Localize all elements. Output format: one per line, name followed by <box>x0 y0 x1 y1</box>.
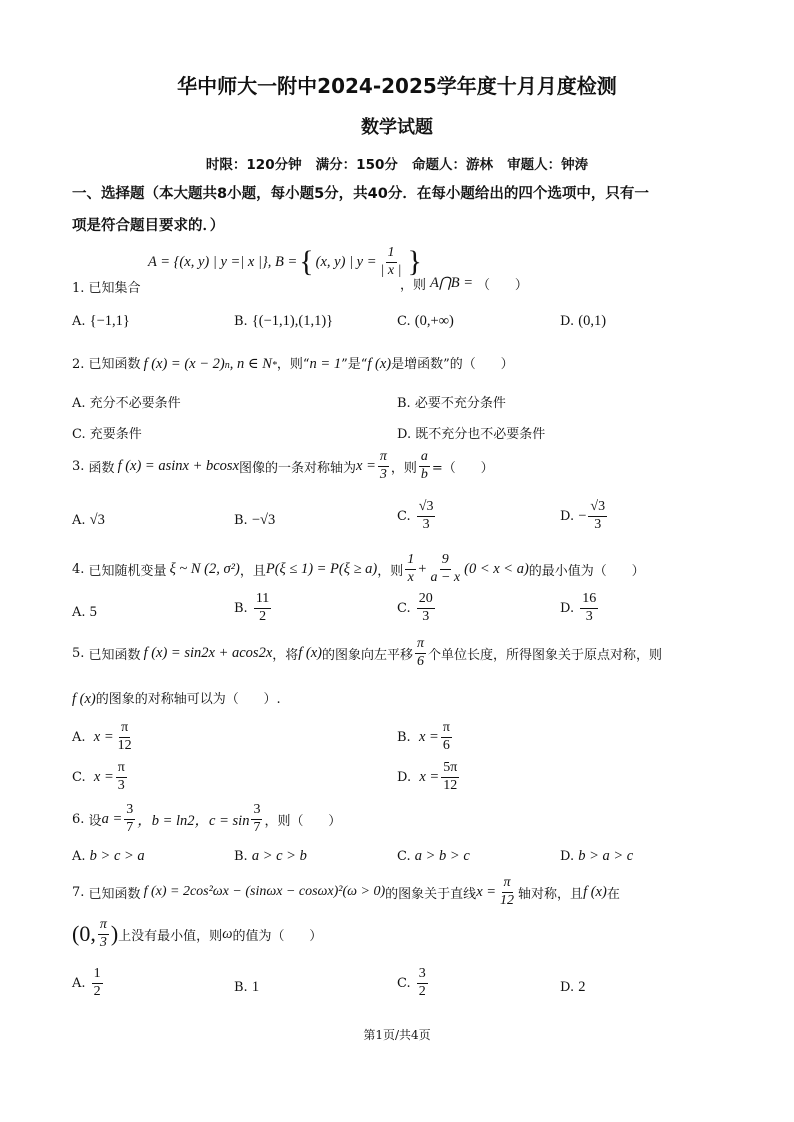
frac-den: 3 <box>422 608 430 624</box>
q5-math-1: f (x) = sin2x + acos2x <box>143 644 273 661</box>
q2-stem <box>72 353 514 373</box>
q6-stem <box>72 803 341 835</box>
q2-math-3: n = 1 <box>309 356 342 372</box>
q6-option-b[interactable] <box>234 848 307 865</box>
option-lhs: x = <box>93 728 114 745</box>
q4-stem-2: ，且 <box>239 563 266 579</box>
q1-frac-den: | x | <box>380 262 402 278</box>
q6-fraction-c <box>251 803 262 835</box>
page-number: 第1页/共4页 <box>363 1028 431 1042</box>
option-label: A. <box>72 975 86 991</box>
q7-stem-3: 轴对称，且 <box>518 886 584 902</box>
q6-stem-2: ，则（ ） <box>264 813 342 829</box>
option-fraction <box>116 761 127 793</box>
frac-den: 12 <box>500 892 515 908</box>
option-label: C. <box>397 975 411 991</box>
q7-fraction-pi-3 <box>98 918 109 950</box>
frac-den: 2 <box>418 983 426 999</box>
q1-stem-prefix: 已知集合 <box>88 281 141 296</box>
option-text: 充要条件 <box>89 427 142 442</box>
q7-option-d[interactable] <box>560 979 585 996</box>
q5-option-a[interactable] <box>72 721 136 753</box>
option-label: C. <box>397 508 411 524</box>
option-fraction <box>417 967 428 999</box>
q1-answer-paren: （ ） <box>477 278 528 293</box>
q1-option-c[interactable] <box>397 313 454 330</box>
q1-brace-right: } <box>407 245 422 279</box>
option-label: A. <box>72 729 86 745</box>
frac-den: 7 <box>126 819 134 835</box>
option-label: D. <box>397 769 412 785</box>
q1-frac-num: 1 <box>386 246 397 263</box>
option-fraction <box>417 500 436 532</box>
option-fraction <box>441 721 452 753</box>
frac-num: √3 <box>417 500 436 517</box>
q6-math-1: a = <box>101 810 123 827</box>
q2-sup-1: n <box>224 360 230 371</box>
option-label: D. <box>560 600 575 616</box>
q7-line2-text2: 的值为（ ） <box>232 928 323 944</box>
q4-option-b[interactable] <box>234 592 273 624</box>
option-fraction <box>417 592 435 624</box>
option-text: (0,1) <box>578 313 607 329</box>
frac-den: 3 <box>422 516 430 532</box>
q6-stem-1: 设 <box>88 813 102 829</box>
q7-fraction-pi-12 <box>498 876 516 908</box>
option-label: C. <box>72 427 86 442</box>
q4-option-d[interactable] <box>560 592 600 624</box>
q5-stem-3: 的图象向左平移 <box>322 647 414 663</box>
option-label: B. <box>234 849 248 864</box>
q1-stem <box>72 277 141 296</box>
option-text: {(−1,1),(1,1)} <box>251 313 334 329</box>
q6-math-2: ，b = ln2，c = sin <box>137 812 250 829</box>
option-label: D. <box>560 314 575 329</box>
q5-stem-4: 个单位长度，所得图象关于原点对称，则 <box>428 647 663 663</box>
q7-math-2: x = <box>476 883 497 900</box>
q2-stem-4: 是增函数”的（ ） <box>391 357 514 372</box>
option-text: 既不充分也不必要条件 <box>415 427 546 442</box>
option-label: A. <box>72 396 86 411</box>
q3-fraction-a-b <box>419 450 430 482</box>
q1-set-b: (x, y) | y = <box>315 253 377 270</box>
q2-option-c[interactable] <box>72 423 142 442</box>
frac-den: 3 <box>585 608 593 624</box>
q7-number: 7. <box>72 884 85 900</box>
section-heading-line1: 一、选择题（本大题共8小题，每小题5分，共40分．在每小题给出的四个选项中，只有一 <box>72 186 649 202</box>
q3-stem-4: =（ ） <box>431 460 494 476</box>
option-text: 1 <box>251 979 260 995</box>
q2-math-4: f (x) <box>367 356 392 372</box>
exam-title: 华中师大一附中2024-2025学年度十月月度检测 <box>177 74 617 98</box>
q1-stem-tail <box>400 274 528 293</box>
option-label: C. <box>397 600 411 616</box>
q3-number: 3. <box>72 458 85 474</box>
option-label: A. <box>72 605 86 620</box>
frac-num: 3 <box>124 803 135 820</box>
q1-brace-left: { <box>299 245 314 279</box>
option-label: D. <box>560 508 575 524</box>
option-text: a > b > c <box>414 848 470 864</box>
frac-num: 16 <box>580 592 598 609</box>
frac-num: π <box>441 721 452 738</box>
frac-den: 2 <box>93 983 101 999</box>
q7-stem-1: 已知函数 <box>88 886 141 902</box>
q3-stem-2: 图像的一条对称轴为 <box>239 460 357 476</box>
q3-stem <box>72 450 494 482</box>
q4-fraction-1-x <box>405 553 416 585</box>
option-text: a > c > b <box>251 848 307 864</box>
q3-fraction-pi-3 <box>378 450 389 482</box>
frac-num: a <box>419 450 430 467</box>
q3-stem-1: 函数 <box>88 460 115 476</box>
q2-stem-1: 已知函数 <box>88 357 141 372</box>
q7-interval-close: ) <box>110 921 119 947</box>
q7-option-b[interactable] <box>234 979 259 996</box>
q3-math-1: f (x) = asinx + bcosx <box>117 457 239 474</box>
option-label: D. <box>397 427 412 442</box>
frac-den: b <box>420 466 428 482</box>
q6-option-d[interactable] <box>560 848 633 865</box>
frac-den: x <box>407 569 414 585</box>
frac-num: π <box>378 450 389 467</box>
q4-math-1: ξ ~ N (2, σ²) <box>169 560 240 577</box>
q7-math-3: f (x) <box>583 883 607 900</box>
q1-option-d[interactable] <box>560 313 606 330</box>
q1-stem-suffix: ，则 <box>400 278 427 293</box>
q7-option-c[interactable] <box>397 967 430 999</box>
q4-fraction-9-ax <box>428 553 462 585</box>
frac-num: 1 <box>92 967 103 984</box>
section-heading-line2: 项是符合题目要求的．） <box>72 218 225 234</box>
option-label: C. <box>397 314 411 329</box>
option-label: B. <box>234 513 248 528</box>
q6-option-c[interactable] <box>397 848 470 865</box>
frac-den: 6 <box>442 737 450 753</box>
q5-number: 5. <box>72 645 85 661</box>
frac-den: 2 <box>259 608 267 624</box>
q5-option-c[interactable] <box>72 761 129 793</box>
option-fraction <box>254 592 271 624</box>
q4-number: 4. <box>72 561 85 577</box>
frac-num: π <box>415 637 426 654</box>
frac-den: 3 <box>379 466 387 482</box>
q2-stem-3: ”是“ <box>341 357 368 372</box>
option-label: D. <box>560 980 575 995</box>
frac-num: 3 <box>417 967 428 984</box>
q4-math-2: P(ξ ≤ 1) = P(ξ ≥ a) <box>265 560 378 577</box>
frac-num: π <box>119 721 130 738</box>
q3-option-a[interactable] <box>72 512 105 529</box>
q2-sup-2: * <box>271 360 277 371</box>
option-lhs: x = <box>93 768 114 785</box>
q5-stem-1: 已知函数 <box>88 647 141 663</box>
option-label: B. <box>234 980 248 995</box>
q4-stem-4: 的最小值为（ ） <box>528 563 645 579</box>
option-text: √3 <box>89 512 105 528</box>
option-label: D. <box>560 849 575 864</box>
option-text: 2 <box>578 979 586 995</box>
frac-den: a − x <box>430 569 461 585</box>
q1-set-definition <box>148 246 424 278</box>
q1-option-a[interactable] <box>72 313 130 330</box>
option-label: B. <box>397 396 411 411</box>
option-text: 充分不必要条件 <box>89 396 181 411</box>
q5-math-2: f (x) <box>298 644 323 661</box>
option-text: (0,+∞) <box>414 313 454 329</box>
q5-stem <box>72 637 662 669</box>
frac-num: 5π <box>441 761 459 778</box>
option-fraction <box>580 592 598 624</box>
frac-num: 20 <box>417 592 435 609</box>
option-fraction <box>116 721 134 753</box>
q1-set-a: A = {(x, y) | y =| x |}, B = <box>148 253 298 270</box>
option-text: b > c > a <box>89 848 145 864</box>
q4-stem <box>72 553 645 585</box>
q1-number: 1. <box>72 281 85 296</box>
q4-stem-1: 已知随机变量 <box>88 563 167 579</box>
q2-math-2: , n ∈ N <box>229 356 272 372</box>
q3-option-d[interactable] <box>560 500 609 532</box>
q6-fraction-a <box>124 803 135 835</box>
frac-den: 7 <box>253 819 261 835</box>
frac-num: π <box>116 761 127 778</box>
option-lhs: x = <box>418 728 439 745</box>
option-label: A. <box>72 314 86 329</box>
frac-den: 6 <box>417 653 425 669</box>
frac-num: π <box>98 918 109 935</box>
frac-den: 3 <box>99 934 107 950</box>
q4-option-a[interactable] <box>72 604 97 621</box>
q3-stem-3: ，则 <box>390 460 417 476</box>
q7-interval-open: (0, <box>72 921 96 947</box>
q3-option-b[interactable] <box>234 512 275 529</box>
q7-math-1: f (x) = 2cos²ωx − (sinωx − cosωx)²(ω > 0) <box>143 884 386 900</box>
q2-math-1: f (x) = (x − 2) <box>143 356 225 372</box>
q1-option-b[interactable] <box>234 313 333 330</box>
q5-stem-2: ，将 <box>272 647 299 663</box>
q2-number: 2. <box>72 357 85 372</box>
exam-meta: 时限：120分钟 满分：150分 命题人：游林 审题人：钟涛 <box>205 157 589 173</box>
option-label: C. <box>72 769 86 785</box>
frac-num: 9 <box>440 553 451 570</box>
frac-den: 12 <box>443 777 458 793</box>
frac-den: 12 <box>117 737 132 753</box>
frac-num: 3 <box>251 803 262 820</box>
q7-line2-text: 上没有最小值，则 <box>118 928 223 944</box>
q5-stem-line2 <box>72 688 281 708</box>
q4-math-3: (0 < x < a) <box>464 560 529 577</box>
q6-number: 6. <box>72 811 85 827</box>
option-text: {−1,1} <box>89 313 130 329</box>
q2-option-a[interactable] <box>72 392 181 411</box>
q2-option-b[interactable] <box>397 392 506 411</box>
q4-plus: + <box>418 560 427 577</box>
q4-stem-3: ，则 <box>377 563 404 579</box>
frac-den: 3 <box>594 516 602 532</box>
frac-num: 1 <box>405 553 416 570</box>
option-label: A. <box>72 849 86 864</box>
q7-line2-omega: ω <box>222 925 233 942</box>
q7-stem <box>72 876 620 908</box>
frac-num: √3 <box>588 500 607 517</box>
q5-option-b[interactable] <box>397 721 454 753</box>
option-text: 5 <box>89 604 97 620</box>
q3-math-2: x = <box>356 457 376 474</box>
q7-option-a[interactable] <box>72 967 105 999</box>
frac-den: 3 <box>117 777 125 793</box>
q2-stem-2: ，则“ <box>276 357 310 372</box>
q5-line2-math: f (x) <box>72 691 96 707</box>
option-label: C. <box>397 849 411 864</box>
q2-option-d[interactable] <box>397 423 545 442</box>
q5-fraction-pi-6 <box>415 637 426 669</box>
option-fraction <box>588 500 607 532</box>
q3-option-c[interactable] <box>397 500 437 532</box>
option-sign: − <box>578 507 587 524</box>
option-text: 必要不充分条件 <box>414 396 506 411</box>
frac-num: π <box>502 876 513 893</box>
option-fraction <box>92 967 103 999</box>
option-label: B. <box>397 729 411 745</box>
option-label: B. <box>234 600 248 616</box>
q7-stem-2: 的图象关于直线 <box>385 886 477 902</box>
q7-stem-line2 <box>72 918 322 950</box>
option-text: b > a > c <box>578 848 634 864</box>
q5-line2-text: 的图象的对称轴可以为（ ）. <box>95 692 281 707</box>
option-fraction <box>441 761 459 793</box>
option-label: B. <box>234 314 248 329</box>
q5-option-d[interactable] <box>397 761 461 793</box>
q7-stem-4: 在 <box>606 886 620 902</box>
frac-num: 11 <box>254 592 271 609</box>
option-label: A. <box>72 513 86 528</box>
q6-option-a[interactable] <box>72 848 145 865</box>
option-text: −√3 <box>251 512 276 528</box>
q4-option-c[interactable] <box>397 592 437 624</box>
option-lhs: x = <box>419 768 440 785</box>
q1-intersection: A⋂B = <box>430 275 474 291</box>
exam-subtitle: 数学试题 <box>361 117 433 138</box>
